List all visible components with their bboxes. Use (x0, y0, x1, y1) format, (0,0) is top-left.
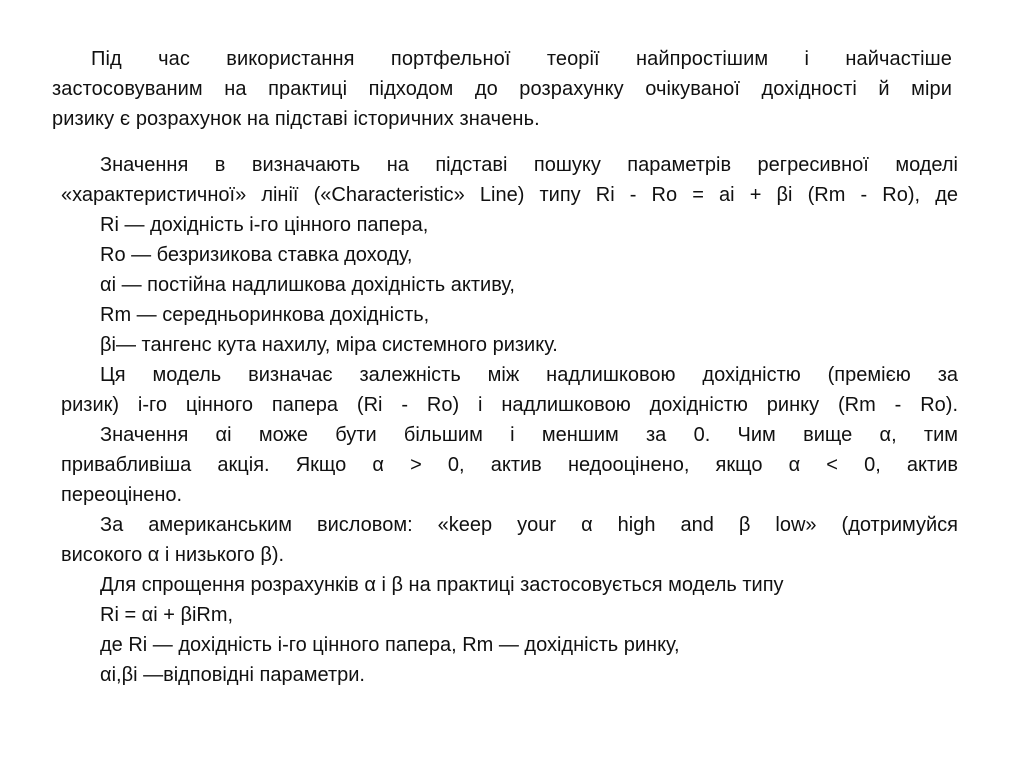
body-line: «характеристичної» лінії («Characteristic» Line) типу Ri - Ro = ai + βi (Rm - Ro), де (61, 184, 958, 206)
body-line: За американським висловом: «keep your α high and β low» (дотримуйся (100, 514, 958, 536)
body-line: ризик) і-го цінного папера (Ri - Ro) і надлишковою дохідністю ринку (Rm - Ro). (61, 394, 958, 416)
body-line: αі,βі —відповідні параметри. (100, 664, 365, 686)
body-line: високого α і низького β). (61, 544, 285, 566)
intro-line-2: застосовуваним на практиці підходом до розрахунку очікуваної дохідності й міри (52, 78, 952, 100)
body-line: Значення αі може бути більшим і меншим за 0. Чим вище α, тим (100, 424, 958, 446)
formula-line: Ri = αі + βіRm, (100, 604, 234, 626)
model-description (61, 150, 958, 690)
body-line: привабливіша акція. Якщо α > 0, актив недооцінено, якщо α < 0, актив (61, 454, 958, 476)
intro-line-3: ризику є розрахунок на підставі історичних значень. (52, 108, 540, 130)
definition-beta: βі— тангенс кута нахилу, міра системного ризику. (100, 334, 558, 356)
body-line: переоцінено. (61, 484, 183, 506)
body-line: Для спрощення розрахунків α і β на практиці застосовується модель типу (100, 574, 784, 596)
body-line: Ця модель визначає залежність між надлишковою дохідністю (премією за (100, 364, 958, 386)
definition-rm: Rm — середньоринкова дохідність, (100, 304, 430, 326)
intro-paragraph (52, 44, 952, 134)
intro-line-1: Під час використання портфельної теорії найпростішим і найчастіше (91, 48, 952, 70)
body-line: де Ri — дохідність і-го цінного папера, Rm — дохідність ринку, (100, 634, 680, 656)
body-line: Значення в визначають на підставі пошуку параметрів регресивної моделі (100, 154, 958, 176)
definition-ri: Ri — дохідність і-го цінного папера, (100, 214, 429, 236)
definition-ro: Ro — безризикова ставка доходу, (100, 244, 413, 266)
definition-alpha: αі — постійна надлишкова дохідність активу, (100, 274, 515, 296)
